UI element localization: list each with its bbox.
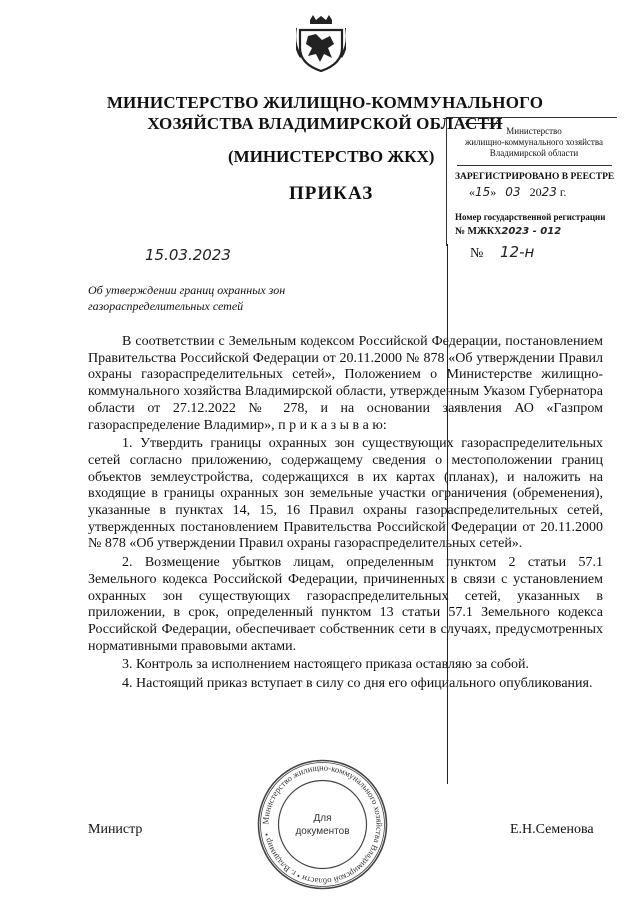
- order-subject: Об утверждении границ охранных зон газораспределительных сетей: [88, 283, 286, 313]
- coat-of-arms-emblem: [296, 14, 346, 72]
- page-vertical-line: [447, 244, 448, 784]
- registration-stamp: [446, 117, 617, 246]
- order-body: [88, 334, 603, 693]
- body-item-3: 3. Контроль за исполнением настоящего приказа оставляю за собой.: [122, 657, 530, 673]
- order-number-label: №: [470, 246, 484, 261]
- stamp-divider: [457, 165, 612, 166]
- stamp-reg-number-label: Номер государственной регистрации: [455, 212, 606, 222]
- signer-name: Е.Н.Семенова: [510, 822, 594, 837]
- stamp-organization: Министерство жилищно-коммунального хозяйства Владимирской области: [465, 126, 603, 158]
- seal-center-line2: документов: [295, 826, 350, 837]
- body-item-4: 4. Настоящий приказ вступает в силу со дня его официального опубликования.: [122, 676, 593, 692]
- body-item-2: 2. Возмещение убытков лицам, определенным пунктом 2 статьи 57.1 Земельного кодекса Российской Федерации, причиненных в связи с установлением охранных зон существующих газораспределительных сетей, указанных в приложении, в срок, определенный пунктом 13 статьи 57.1 Земельного кодекса Российской Федерации, обеспечивает собственник сети в случаях, предусмотренных нормативными правовыми актами.: [88, 555, 603, 654]
- body-intro: В соответствии с Земельным кодексом Российской Федерации, постановлением Правительства Российской Федерации от 20.11.2000 № 878 «Об утверждении Правил охраны газораспределительных сетей», Положением о Министерстве жилищно-коммунального хозяйства Владимирской области, утвержденным Указом Губернатора области от 27.12.2022 № 278, и на основании заявления АО «Газпром газораспределение Владимир», п р и к а з ы в а ю:: [88, 334, 603, 433]
- stamp-reg-number: № МЖКХ2023 - 012: [455, 226, 562, 237]
- document-type-title: ПРИКАЗ: [289, 183, 374, 204]
- seal-ring-text: Министерство жилищно-коммунального хозяйства Владимирской области • г. Владимир •: [260, 762, 385, 887]
- ministry-name-line2: ХОЗЯЙСТВА ВЛАДИМИРСКОЙ ОБЛАСТИ: [147, 114, 503, 133]
- seal-center-line1: Для: [313, 813, 332, 824]
- stamp-registered-label: ЗАРЕГИСТРИРОВАНО В РЕЕСТРЕ: [455, 172, 615, 182]
- official-seal: [255, 757, 390, 892]
- body-item-1: 1. Утвердить границы охранных зон существующих газораспределительных сетей согласно приложению, содержащему сведения о местоположении границ объектов землеустройства, содержащихся в их картах (планах), и наложить на входящие в границы охранных зон земельные участки ограничения (обременения), указанные в пунктах 14, 15, 16 Правил охраны газораспределительных сетей, утвержденных постановлением Правительства Российской Федерации от 20.11.2000 № 878 «Об утверждении Правил охраны газораспределительных сетей».: [88, 436, 603, 552]
- stamp-registration-date: «15» 03 2023 г.: [469, 185, 567, 199]
- order-date: 15.03.2023: [145, 246, 231, 264]
- ministry-short-name: (МИНИСТЕРСТВО ЖКХ): [228, 147, 435, 166]
- order-number: 12-н: [500, 243, 535, 261]
- signer-title: Министр: [88, 822, 143, 837]
- ministry-name-line1: МИНИСТЕРСТВО ЖИЛИЩНО-КОММУНАЛЬНОГО: [106, 93, 544, 112]
